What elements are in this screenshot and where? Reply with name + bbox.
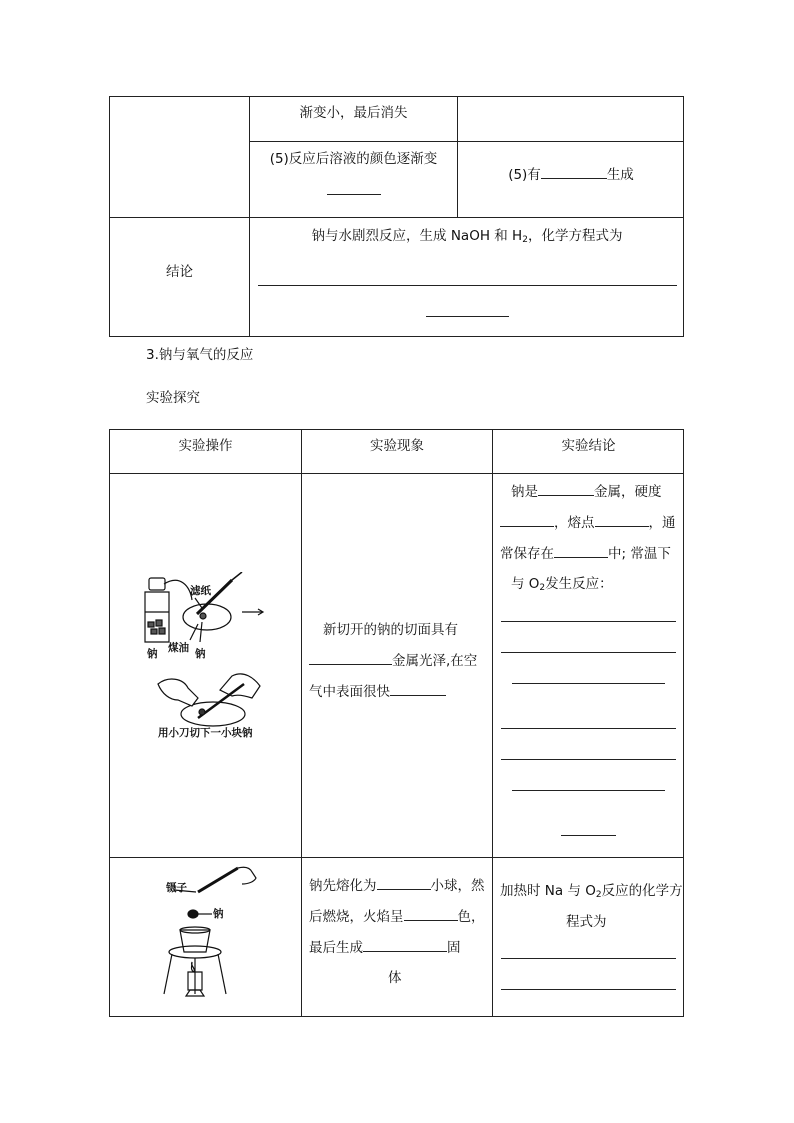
result-suffix: 生成 — [606, 167, 634, 183]
label-tweezers: 镊子 — [166, 882, 187, 894]
table1-row-divider-1 — [249, 141, 684, 142]
conclusion-r1-4b: 发生反应： — [545, 576, 613, 592]
header-conclusion: 实验结论 — [561, 438, 616, 454]
phenomenon-line-2 — [309, 651, 477, 670]
luster-color-blank — [309, 651, 392, 665]
phenomenon-r2-1a: 钠先熔化为 — [309, 878, 377, 894]
table1-row-b-text — [250, 150, 457, 168]
conclusion-r2-1b: 反应的化学方 — [601, 883, 683, 899]
conclusion-r2-1a: 加热时 Na 与 O — [500, 883, 596, 899]
conclusion-r1-line-2 — [500, 513, 676, 532]
flame-color-blank — [404, 907, 458, 921]
table2-row-divider — [109, 857, 684, 858]
conclusion-r1-3a: 常保存在 — [500, 546, 554, 562]
label-sodium-left: 钠 — [147, 648, 158, 660]
equation-answer-line — [258, 285, 677, 286]
conclusion-label: 结论 — [166, 264, 193, 280]
answer-line-r1-7 — [561, 835, 616, 836]
conclusion-r1-4a: 与 O — [511, 576, 540, 592]
table1-row-b-result — [458, 165, 684, 184]
header-operation: 实验操作 — [178, 438, 233, 454]
phenomenon-line-3 — [309, 682, 446, 701]
conclusion-r1-2a: ，熔点 — [554, 515, 595, 531]
table2-header-divider — [109, 473, 684, 474]
answer-line-r1-3 — [512, 683, 665, 684]
conclusion-text — [250, 227, 684, 249]
h2-subscript: 2 — [522, 235, 528, 245]
table2-col-divider-2 — [492, 429, 493, 1017]
solution-color-blank — [327, 194, 381, 195]
storage-blank — [554, 544, 608, 558]
conclusion-text-part1: 钠与水剧烈反应，生成 NaOH 和 H — [311, 228, 523, 244]
conclusion-text-part2: ，化学方程式为 — [527, 228, 623, 244]
phenomenon-r2-3a: 最后生成 — [309, 940, 363, 956]
conclusion-r2-line-2: 程式为 — [566, 914, 607, 930]
phenomenon-tarnish-text: 气中表面很快 — [309, 684, 390, 700]
section-subtitle: 实验探究 — [146, 390, 200, 406]
label-kerosene: 煤油 — [168, 642, 189, 654]
o2-subscript-r2: 2 — [595, 890, 602, 900]
equation-answer-line-2 — [426, 316, 509, 317]
conclusion-r1-1b: 金属，硬度 — [594, 484, 662, 500]
table1-row-divider-2 — [109, 217, 684, 218]
phenomenon-r2-3b: 固 — [447, 940, 461, 956]
phenomenon-r2-line-2 — [309, 907, 485, 926]
conclusion-r1-3b: 中; 常温下 — [608, 546, 671, 562]
o2-subscript: 2 — [539, 583, 546, 593]
phenomenon-r2-2b: 色， — [457, 909, 485, 925]
answer-line-r2-1 — [501, 958, 676, 959]
product-blank — [541, 165, 607, 179]
melting-point-blank — [595, 513, 649, 527]
label-sodium-ball: 钠 — [213, 908, 224, 920]
metal-type-blank — [538, 482, 594, 496]
result-prefix: (5)有 — [508, 167, 541, 183]
answer-line-r1-5 — [501, 759, 676, 760]
table1-row-a-text: 渐变小，最后消失 — [299, 105, 408, 121]
conclusion-r2-line-1 — [500, 882, 683, 904]
hardness-blank — [500, 513, 554, 527]
conclusion-r1-line-4 — [511, 575, 613, 597]
phenomenon-line-1: 新切开的钠的切面具有 — [323, 622, 458, 638]
answer-line-r1-1 — [501, 621, 676, 622]
header-phenomenon: 实验现象 — [370, 438, 424, 454]
answer-line-r1-2 — [501, 652, 676, 653]
section-title: 3.钠与氧气的反应 — [146, 347, 254, 363]
label-filter-paper: 滤纸 — [190, 585, 211, 597]
table2-col-divider-1 — [301, 429, 302, 1017]
figure-caption-cut-sodium: 用小刀切下一小块钠 — [158, 727, 253, 739]
conclusion-r1-1a: 钠是 — [511, 484, 538, 500]
conclusion-r1-2b: ，通 — [648, 515, 676, 531]
ball-color-blank — [377, 876, 431, 890]
conclusion-r1-line-3 — [500, 544, 671, 563]
label-sodium-right: 钠 — [195, 648, 206, 660]
phenomenon-r2-line-1 — [309, 876, 485, 895]
answer-line-r1-4 — [501, 728, 676, 729]
answer-line-r1-6 — [512, 790, 665, 791]
conclusion-r1-line-1 — [511, 482, 662, 501]
phenomenon-r2-1b: 小球，然 — [430, 878, 485, 894]
table1-col-divider-2 — [457, 96, 458, 217]
phenomenon-luster-text: 金属光泽,在空 — [392, 653, 478, 669]
phenomenon-r2-line-4: 体 — [388, 970, 402, 986]
phenomenon-r2-2a: 后燃烧，火焰呈 — [309, 909, 404, 925]
answer-line-r2-2 — [501, 989, 676, 990]
phenomenon-r2-line-3 — [309, 938, 461, 957]
tarnish-blank — [390, 682, 446, 696]
solid-product-blank — [363, 938, 447, 952]
solution-color-text: (5)反应后溶液的颜色逐渐变 — [269, 151, 438, 167]
